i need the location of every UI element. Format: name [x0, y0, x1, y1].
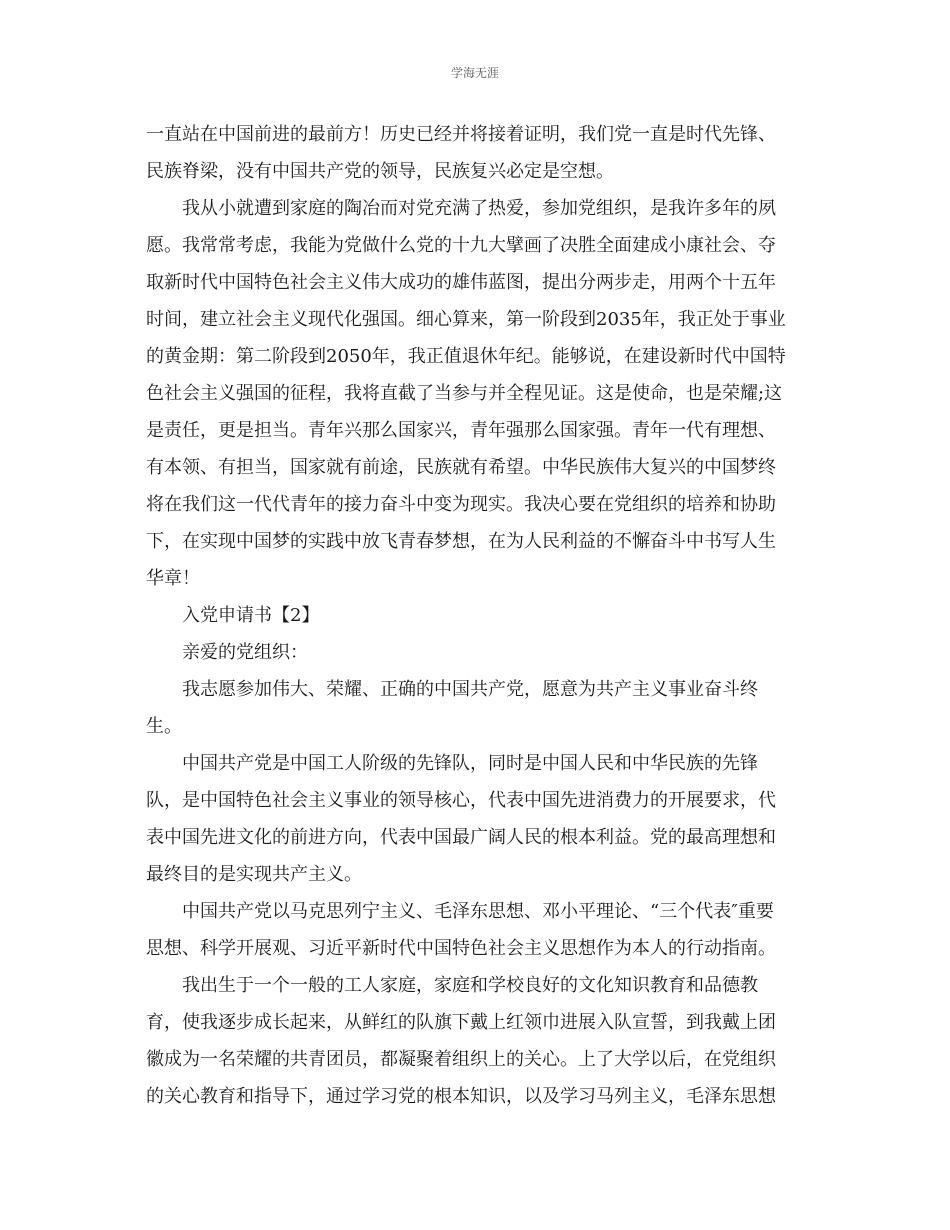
text-line: 我从小就遭到家庭的陶冶而对党充满了热爱，参加党组织，是我许多年的夙: [182, 198, 776, 219]
text-line: 有本领、有担当，国家就有前途，民族就有希望。中华民族伟大复兴的中国梦终: [146, 457, 776, 478]
text-line: 表中国先进文化的前进方向，代表中国最广阔人民的根本利益。党的最高理想和: [146, 827, 776, 848]
text-line: 思想、科学开展观、习近平新时代中国特色社会主义思想作为本人的行动指南。: [146, 938, 776, 959]
text-line: 色社会主义强国的征程，我将直截了当参与并全程见证。这是使命，也是荣耀;这: [146, 383, 783, 404]
text-line: 民族脊梁，没有中国共产党的领导，民族复兴必定是空想。: [146, 161, 614, 182]
text-line: 我志愿参加伟大、荣耀、正确的中国共产党，愿意为共产主义事业奋斗终: [182, 679, 758, 700]
text-line: 队，是中国特色社会主义事业的领导核心，代表中国先进消费力的开展要求，代: [146, 790, 776, 811]
text-line: 入党申请书【2】: [182, 605, 320, 626]
text-line: 亲爱的党组织：: [182, 642, 308, 663]
text-line: 华章！: [146, 568, 200, 589]
text-line: 是责任，更是担当。青年兴那么国家兴，青年强那么国家强。青年一代有理想、: [146, 420, 776, 441]
text-line: 将在我们这一代代青年的接力奋斗中变为现实。我决心要在党组织的培养和协助: [146, 494, 776, 515]
text-line: 下，在实现中国梦的实践中放飞青春梦想，在为人民利益的不懈奋斗中书写人生: [146, 531, 776, 552]
text-line: 的关心教育和指导下，通过学习党的根本知识，以及学习马列主义，毛泽东思想: [146, 1086, 776, 1107]
text-line: 育，使我逐步成长起来，从鲜红的队旗下戴上红领巾进展入队宣誓，到我戴上团: [146, 1012, 776, 1033]
text-line: 中国共产党是中国工人阶级的先锋队，同时是中国人民和中华民族的先锋: [182, 753, 758, 774]
text-line: 愿。我常常考虑，我能为党做什么党的十九大擘画了决胜全面建成小康社会、夺: [146, 235, 776, 256]
text-line: 中国共产党以马克思列宁主义、毛泽东思想、邓小平理论、“三个代表″重要: [182, 901, 774, 922]
text-line: 取新时代中国特色社会主义伟大成功的雄伟蓝图，提出分两步走，用两个十五年: [146, 272, 776, 293]
text-line: 的黄金期：第二阶段到2050年，我正值退休年纪。能够说，在建设新时代中国特: [146, 346, 786, 367]
document-body: [146, 116, 806, 1115]
text-line: 徽成为一名荣耀的共青团员，都凝聚着组织上的关心。上了大学以后，在党组织: [146, 1049, 776, 1070]
text-line: 一直站在中国前进的最前方！历史已经并将接着证明，我们党一直是时代先锋、: [146, 124, 776, 145]
text-line: 最终目的是实现共产主义。: [146, 864, 362, 885]
text-line: 生。: [146, 716, 182, 737]
text-line: 时间，建立社会主义现代化强国。细心算来，第一阶段到2035年，我正处于事业: [146, 309, 786, 330]
page-header-title: 学海无涯: [450, 66, 499, 80]
text-line: 我出生于一个一般的工人家庭，家庭和学校良好的文化知识教育和品德教: [182, 975, 758, 996]
